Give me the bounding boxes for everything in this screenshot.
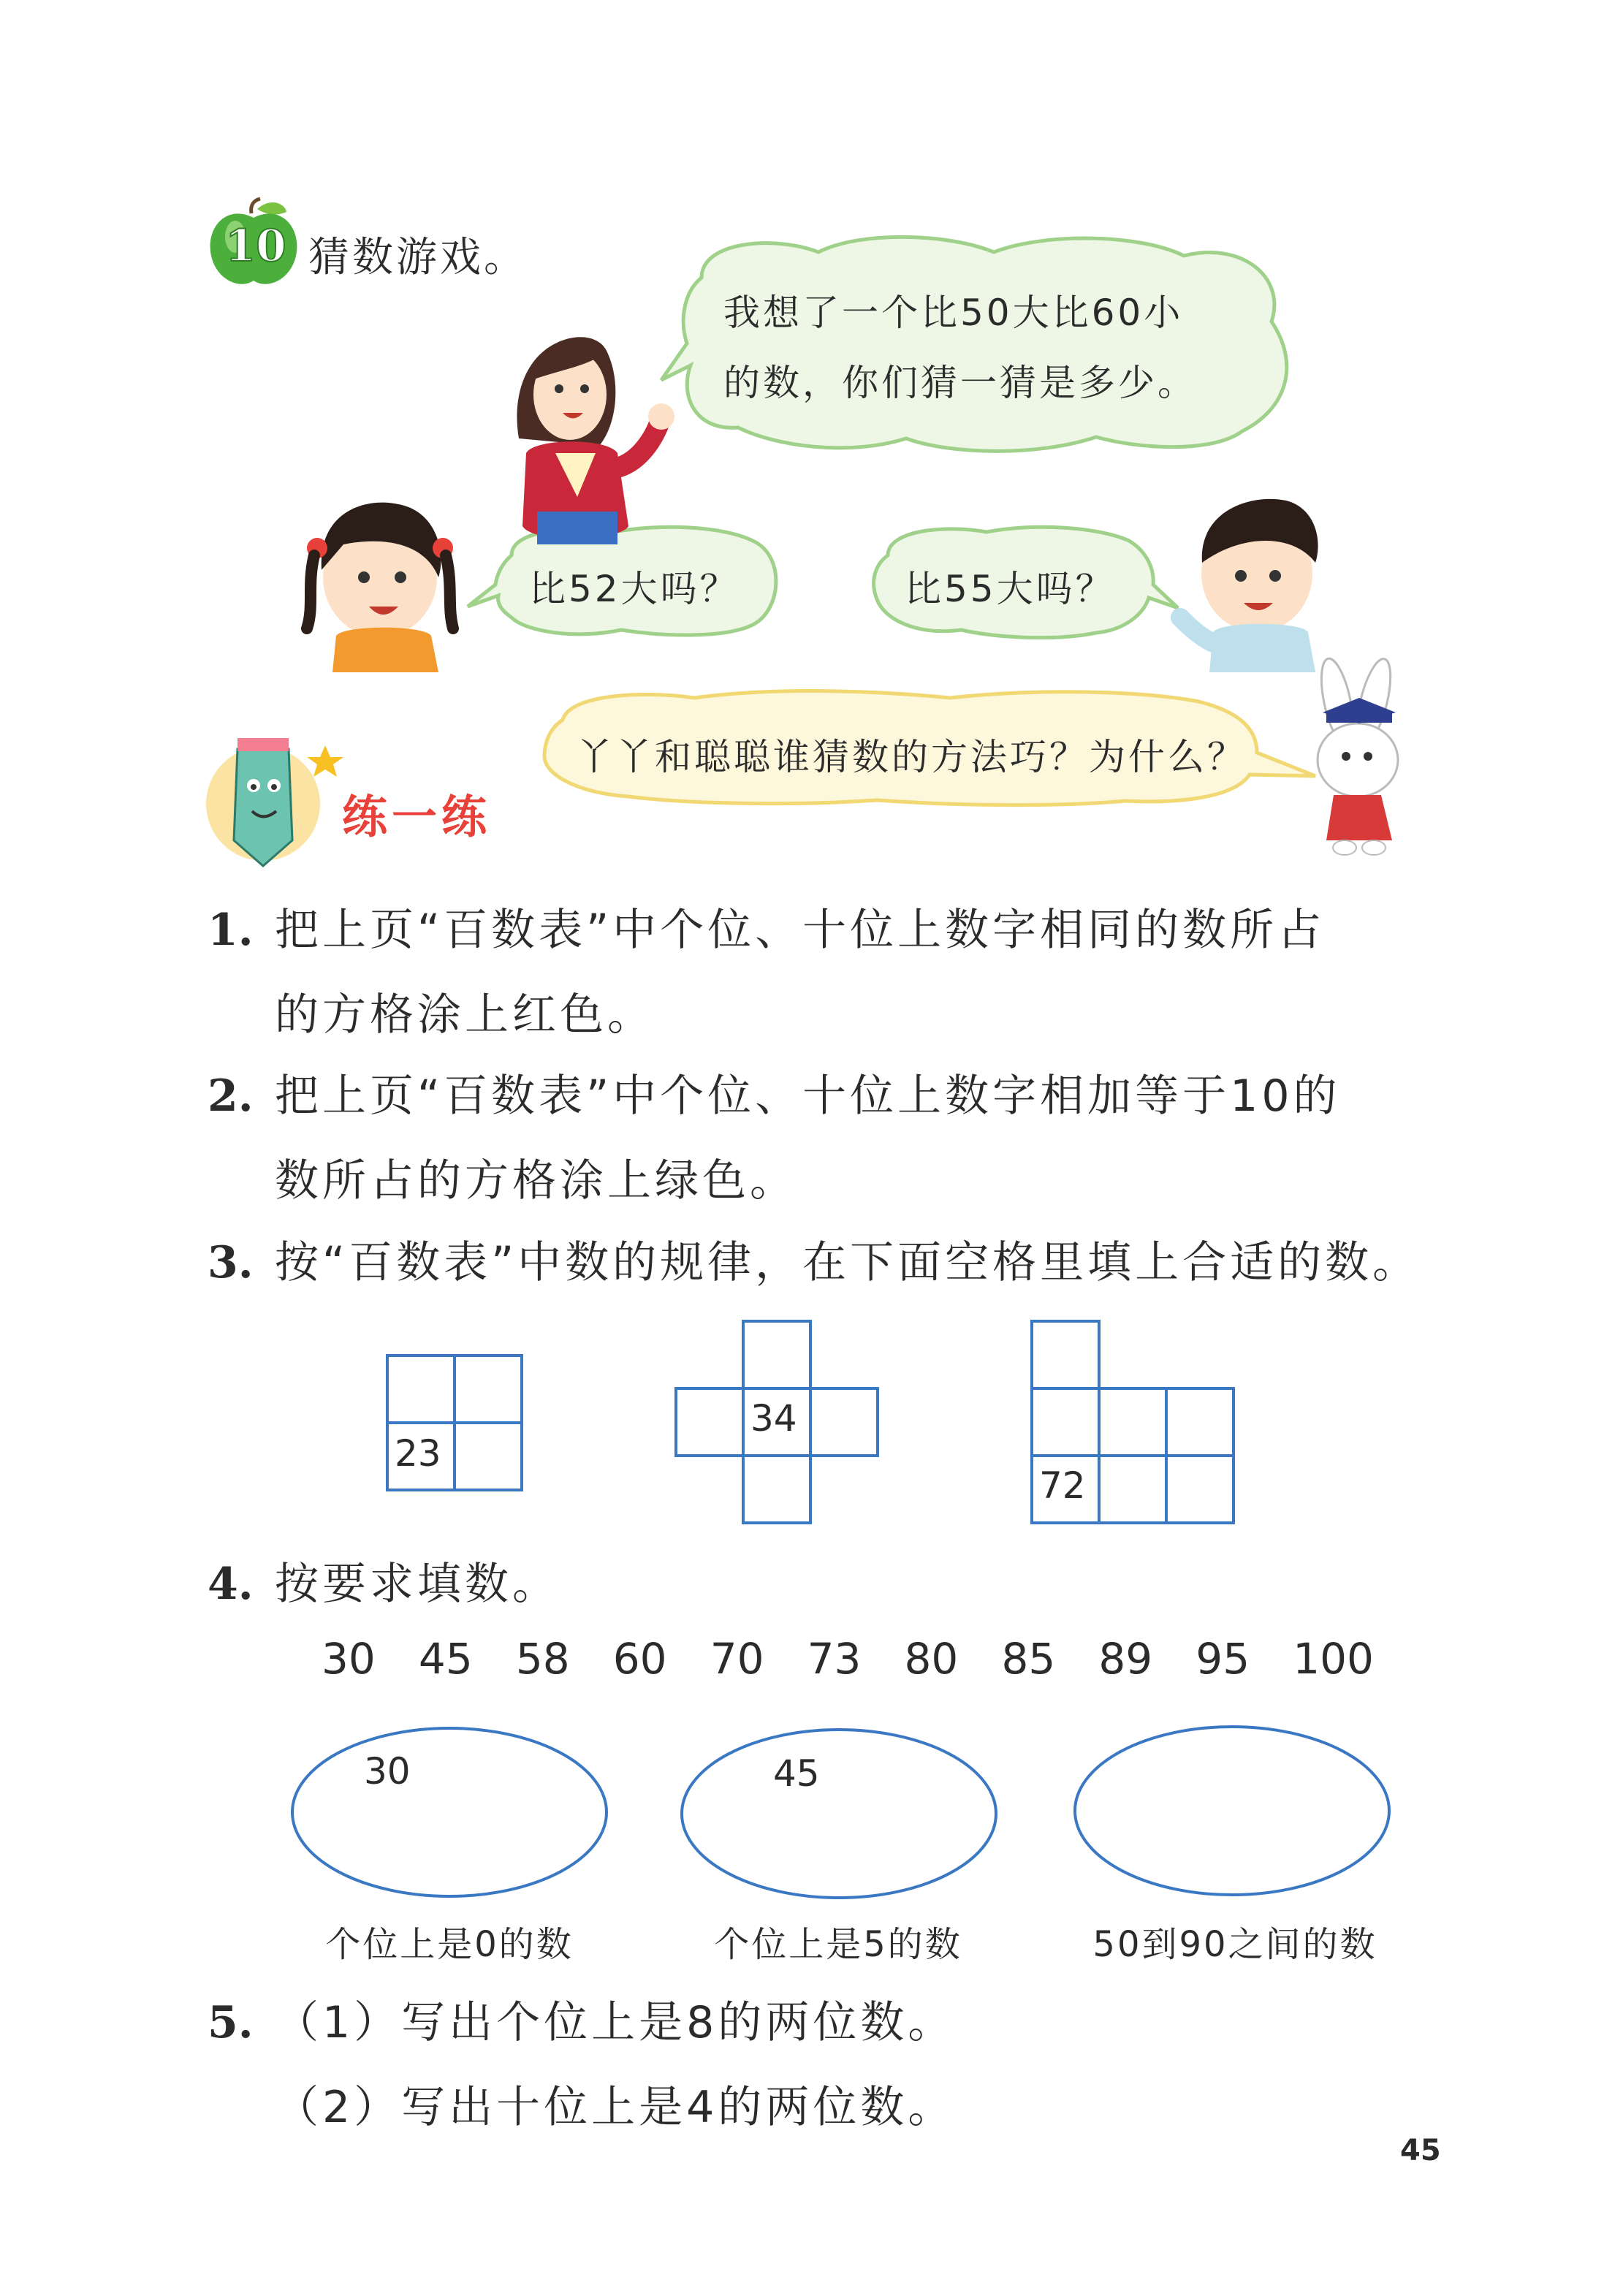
exercise-3-number: 3. (208, 1237, 254, 1288)
exercise-1 (208, 888, 1459, 1057)
exercise-5-number: 5. (208, 1997, 254, 2048)
oval-2-caption: 个位上是5的数 (714, 1924, 962, 1965)
teacher-speech-text (723, 278, 1279, 418)
exercise-5 (208, 1980, 956, 2065)
exercise-2-line-1: 把上页“百数表”中个位、十位上数字相加等于10的 (275, 1071, 1341, 1122)
exercise-1-line-1: 把上页“百数表”中个位、十位上数字相同的数所占 (275, 905, 1326, 956)
number-item: 30 (322, 1634, 376, 1684)
exercise-4-number: 4. (208, 1559, 254, 1610)
number-item: 89 (1098, 1634, 1153, 1684)
oval-1 (292, 1728, 607, 1896)
oval-2 (682, 1730, 996, 1898)
number-item: 58 (515, 1634, 570, 1684)
number-list (322, 1634, 1374, 1684)
teacher-line-1: 我想了一个比50大比60小 (723, 292, 1184, 334)
teacher-line-2: 的数，你们猜一猜是多少。 (723, 362, 1197, 404)
pencil-mascot-illustration (206, 738, 343, 866)
exercise-3 (208, 1220, 1517, 1305)
rabbit-illustration (1315, 655, 1398, 855)
number-item: 73 (807, 1634, 862, 1684)
exercise-3-text: 按“百数表”中数的规律，在下面空格里填上合适的数。 (275, 1237, 1421, 1288)
exercise-5-part-2: （2）写出十位上是4的两位数。 (275, 2082, 956, 2133)
exercise-1-number: 1. (208, 905, 254, 956)
boy-speech-text: 比55大吗？ (905, 568, 1115, 610)
exercise-2 (208, 1054, 1459, 1223)
page-number: 45 (1400, 2134, 1441, 2167)
exercise-2-number: 2. (208, 1071, 254, 1122)
number-item: 60 (612, 1634, 667, 1684)
problem-number: 10 (225, 221, 286, 272)
number-item: 100 (1293, 1634, 1374, 1684)
oval-3 (1075, 1727, 1389, 1895)
rabbit-speech-text: 丫丫和聪聪谁猜数的方法巧？为什么？ (576, 736, 1247, 778)
practice-section-title: 练一练 (342, 790, 492, 843)
number-item: 70 (710, 1634, 764, 1684)
apple-badge-icon (206, 196, 301, 291)
girl-speech-text: 比52大吗？ (529, 568, 740, 610)
boy-illustration (1180, 499, 1318, 672)
oval-1-caption: 个位上是0的数 (325, 1924, 574, 1965)
teacher-illustration (517, 337, 674, 544)
girl-illustration (307, 503, 453, 672)
problem-title: 猜数游戏。 (308, 234, 528, 281)
exercise-4-text: 按要求填数。 (275, 1559, 560, 1610)
oval-3-caption: 50到90之间的数 (1092, 1924, 1377, 1965)
number-item: 80 (904, 1634, 959, 1684)
exercise-2-line-2: 数所占的方格涂上绿色。 (275, 1155, 797, 1206)
grid-3-value: 72 (1039, 1464, 1086, 1507)
number-item: 95 (1196, 1634, 1250, 1684)
number-item: 85 (1001, 1634, 1056, 1684)
exercise-5-part-1: （1）写出个位上是8的两位数。 (275, 1997, 956, 2048)
exercise-4 (208, 1542, 560, 1627)
grid-1-value: 23 (395, 1432, 441, 1475)
oval-1-value: 30 (364, 1750, 411, 1793)
exercise-1-line-2: 的方格涂上红色。 (275, 989, 655, 1041)
oval-2-value: 45 (773, 1752, 820, 1795)
number-item: 45 (418, 1634, 473, 1684)
grid-2-value: 34 (750, 1397, 797, 1440)
